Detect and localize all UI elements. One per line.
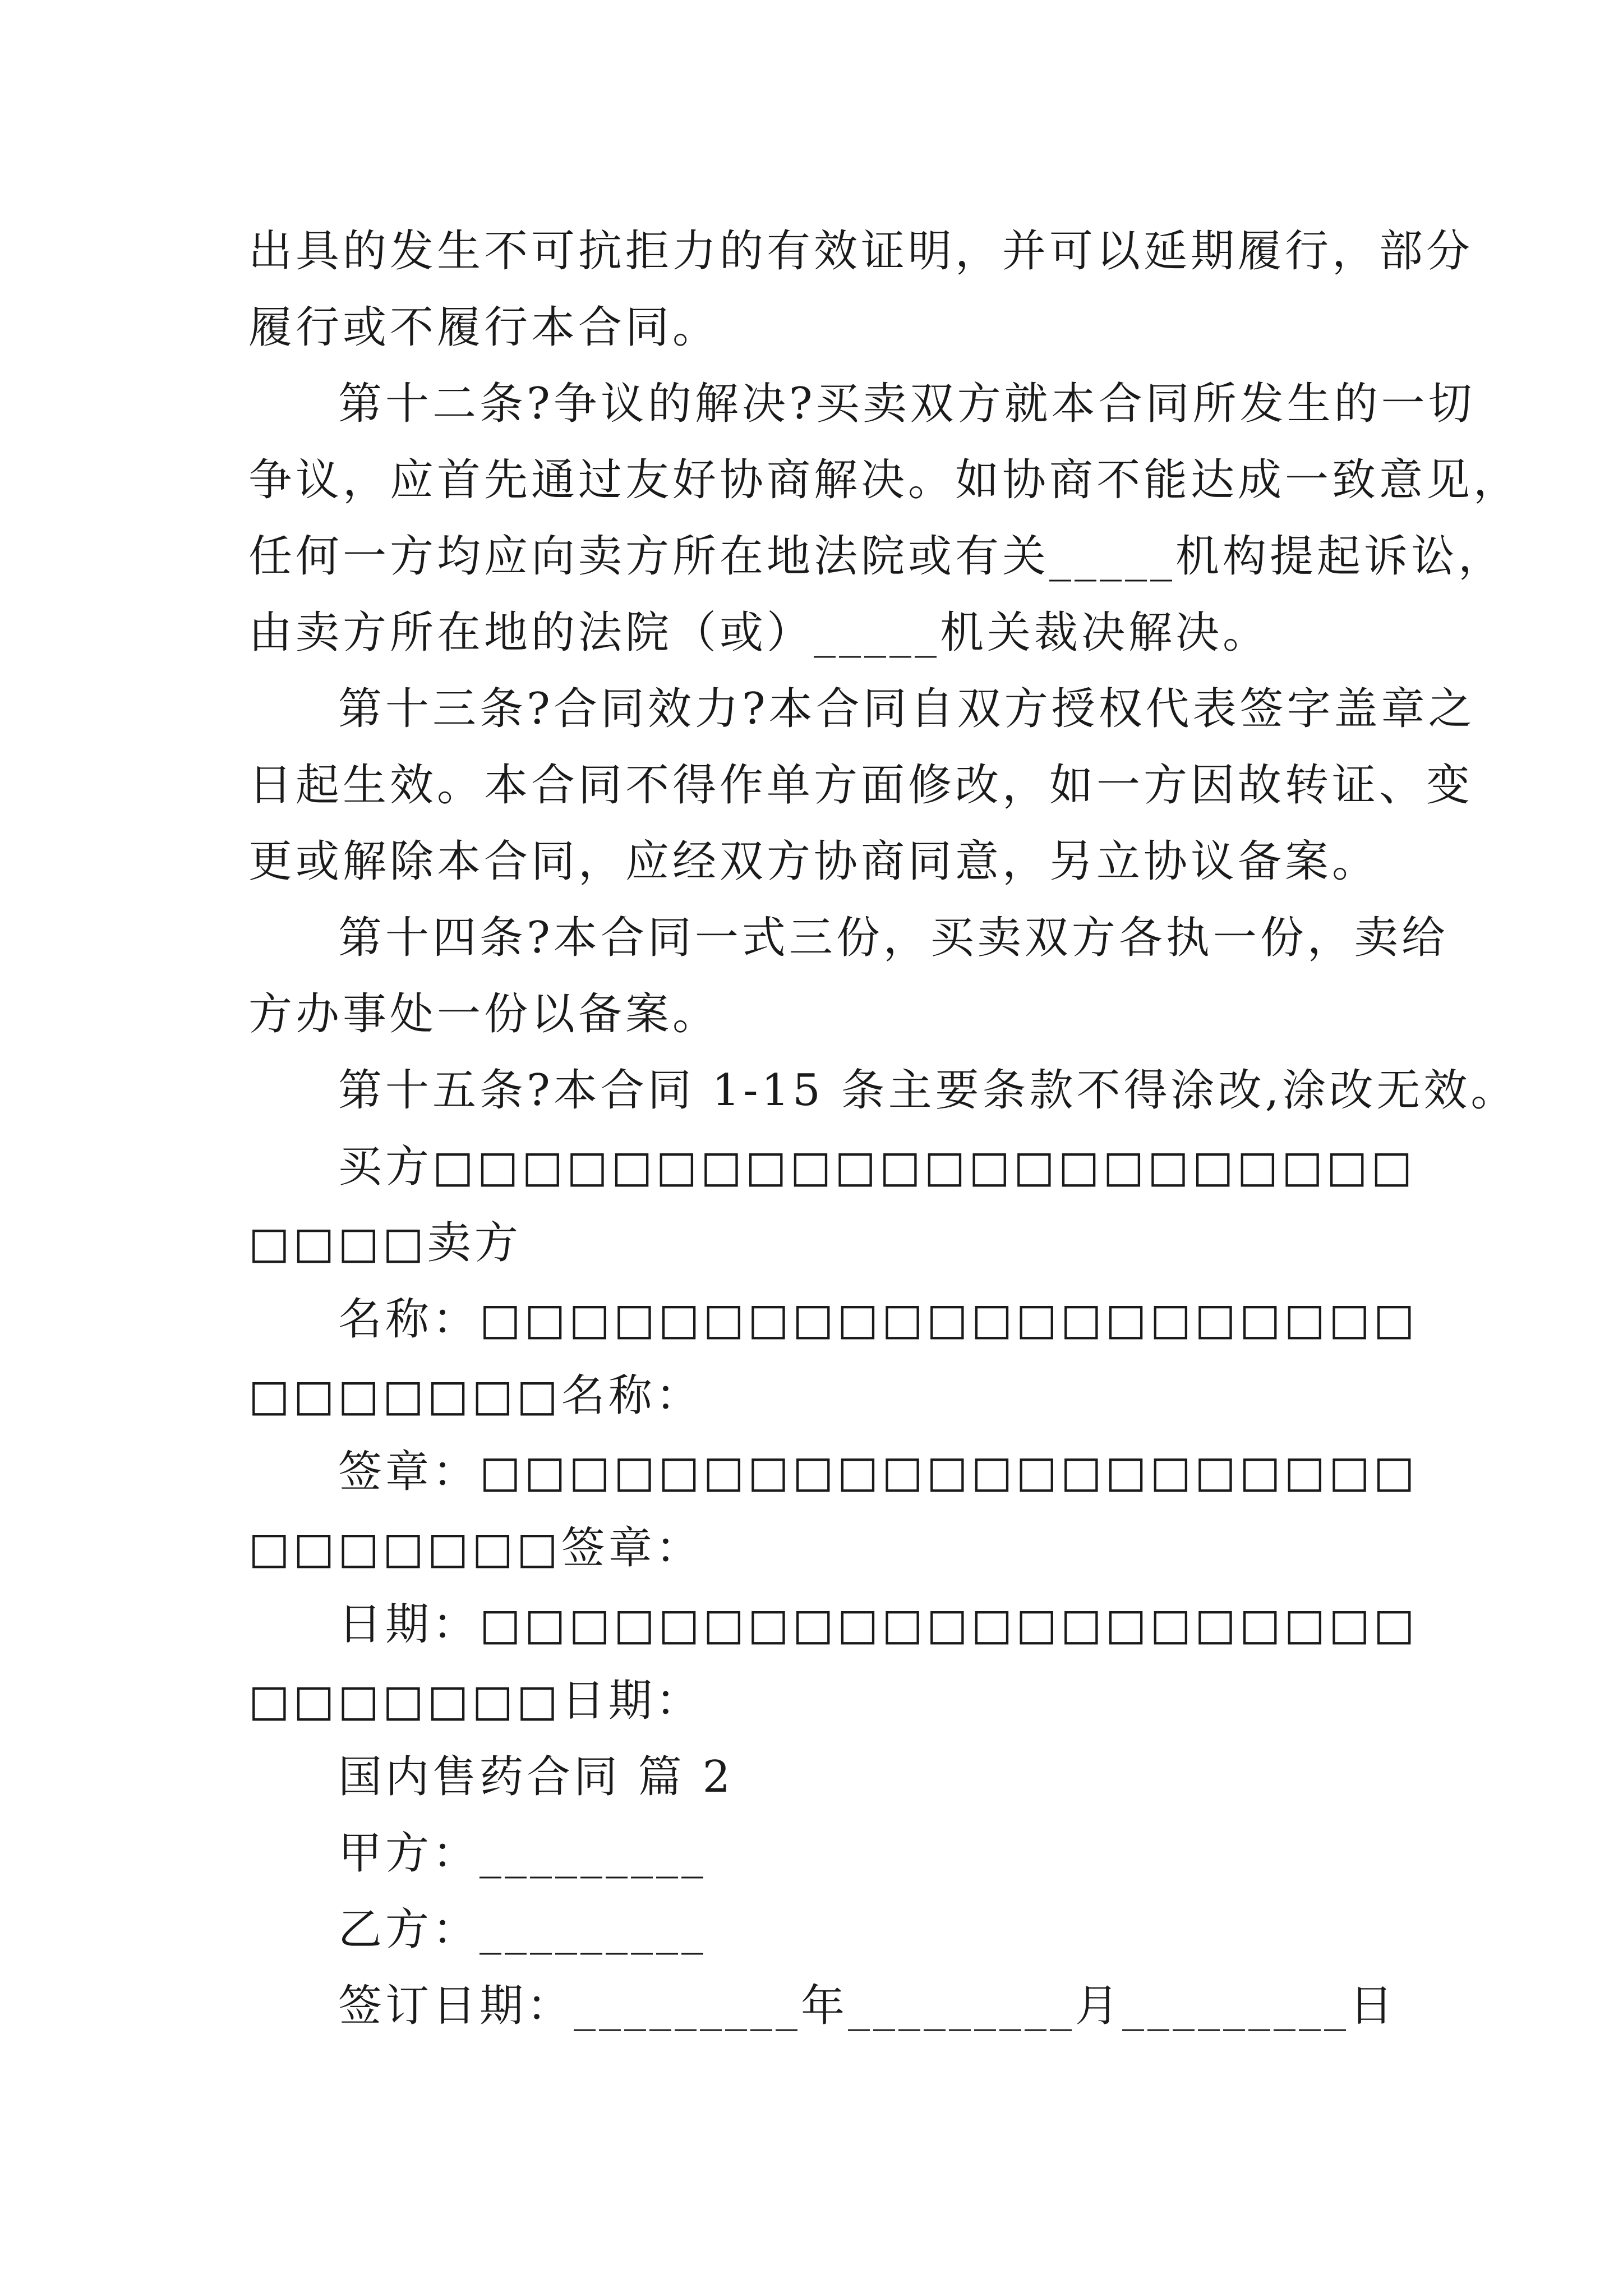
party-b-field: 乙方：_________ [338, 1904, 707, 1955]
seller-label-line: □□□□卖方 [248, 1218, 522, 1268]
date-field-line: 日期：□□□□□□□□□□□□□□□□□□□□□ [338, 1599, 1418, 1650]
signature-field-line: 签章：□□□□□□□□□□□□□□□□□□□□□ [338, 1447, 1418, 1497]
article-15-heading: 第十五条?本合同 1-15 条主要条款不得涂改,涂改无效。 [338, 1065, 1518, 1116]
buyer-label-line: 买方□□□□□□□□□□□□□□□□□□□□□□ [338, 1142, 1416, 1192]
contract-title-part-2: 国内售药合同 篇 2 [338, 1752, 734, 1802]
article-13-heading: 第十三条?合同效力?本合同自双方授权代表签字盖章之 [338, 684, 1476, 734]
text-line: 出具的发生不可抗拒力的有效证明，并可以延期履行，部分 [248, 226, 1474, 277]
text-line: 由卖方所在地的法院（或）_____机关裁决解决。 [248, 608, 1270, 658]
document-body [248, 213, 1521, 2044]
article-14-heading: 第十四条?本合同一式三份，买卖双方各执一份，卖给 [338, 913, 1449, 963]
name-field-line: □□□□□□□名称： [248, 1370, 703, 1421]
text-line: 任何一方均应向卖方所在地法院或有关_____机构提起诉讼， [248, 531, 1506, 582]
signature-field-line: □□□□□□□签章： [248, 1523, 703, 1573]
article-12-heading: 第十二条?争议的解决?买卖双方就本合同所发生的一切 [338, 379, 1476, 429]
text-line: 争议，应首先通过友好协商解决。如协商不能达成一致意见， [248, 455, 1521, 505]
text-line: 更或解除本合同，应经双方协商同意，另立协议备案。 [248, 836, 1380, 887]
text-line: 日起生效。本合同不得作单方面修改，如一方因故转证、变 [248, 760, 1474, 811]
text-line: 履行或不履行本合同。 [248, 302, 720, 353]
date-field-line: □□□□□□□日期： [248, 1676, 703, 1726]
signing-date-field: 签订日期：_________年_________月_________日 [338, 1981, 1397, 2031]
text-line: 方办事处一份以备案。 [248, 989, 720, 1039]
party-a-field: 甲方：_________ [338, 1828, 707, 1879]
name-field-line: 名称：□□□□□□□□□□□□□□□□□□□□□ [338, 1294, 1418, 1345]
